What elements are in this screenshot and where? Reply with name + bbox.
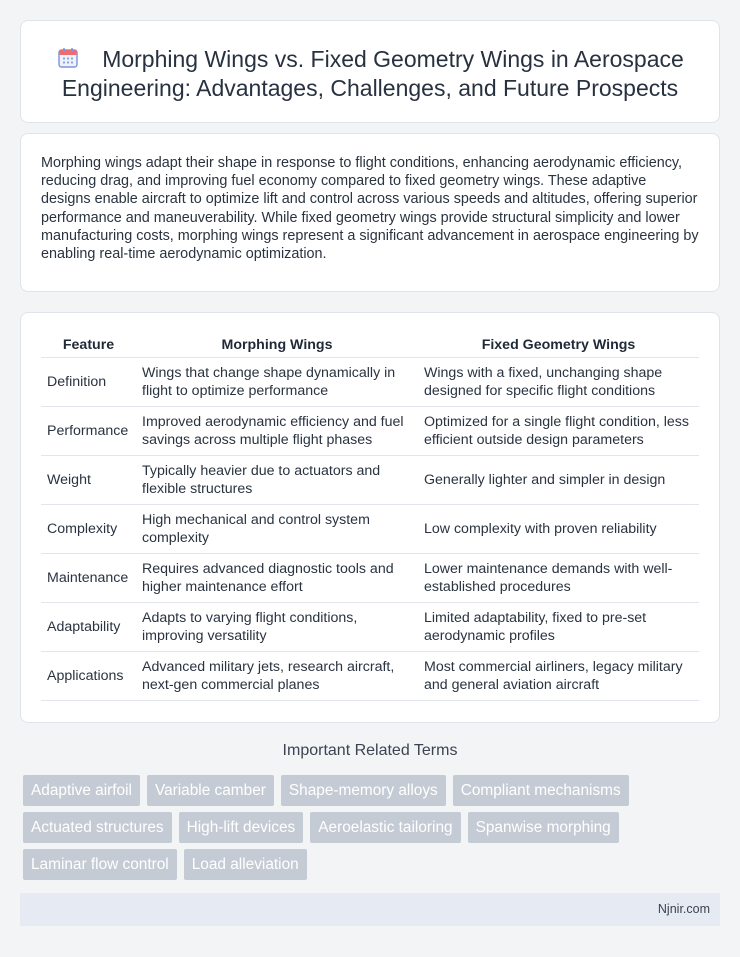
- tag-compliant-mechanisms[interactable]: Compliant mechanisms: [453, 775, 629, 806]
- table-row: [41, 455, 699, 504]
- table-row: [41, 553, 699, 602]
- row-feature: Adaptability: [41, 602, 136, 651]
- row-feature: Weight: [41, 455, 136, 504]
- row-morphing: Typically heavier due to actuators and flexible structures: [136, 455, 418, 504]
- table-row: [41, 504, 699, 553]
- comparison-table-card: [20, 312, 720, 723]
- row-fixed: Limited adaptability, fixed to pre-set aerodynamic profiles: [418, 602, 699, 651]
- related-terms-tags: [23, 775, 723, 886]
- row-morphing: Improved aerodynamic efficiency and fuel savings across multiple flight phases: [136, 406, 418, 455]
- footer: [20, 893, 720, 926]
- tag-variable-camber[interactable]: Variable camber: [147, 775, 274, 806]
- intro-card: [20, 133, 720, 292]
- table-row: [41, 651, 699, 700]
- row-feature: Complexity: [41, 504, 136, 553]
- tag-high-lift-devices[interactable]: High-lift devices: [179, 812, 304, 843]
- title-card: [20, 20, 720, 123]
- row-feature: Performance: [41, 406, 136, 455]
- table-row: [41, 602, 699, 651]
- row-fixed: Optimized for a single flight condition, less efficient outside design parameters: [418, 406, 699, 455]
- row-morphing: Wings that change shape dynamically in flight to optimize performance: [136, 357, 418, 406]
- row-morphing: Requires advanced diagnostic tools and higher maintenance effort: [136, 553, 418, 602]
- intro-paragraph: Morphing wings adapt their shape in response to flight conditions, enhancing aerodynamic efficiency, reducing drag, and improving fuel economy compared to fixed geometry wings. These adaptive designs enable aircraft to optimize lift and control across various speeds and altitudes, offering superior performance and maneuverability. While fixed geometry wings provide structural simplicity and lower manufacturing costs, morphing wings represent a significant advancement in aerospace engineering by enabling real-time aerodynamic optimization.: [41, 155, 699, 263]
- table-header-row: [41, 333, 699, 357]
- comparison-table: [41, 333, 699, 701]
- row-fixed: Low complexity with proven reliability: [418, 504, 699, 553]
- row-morphing: High mechanical and control system complexity: [136, 504, 418, 553]
- row-feature: Applications: [41, 651, 136, 700]
- header-feature: Feature: [41, 333, 136, 357]
- row-morphing: Advanced military jets, research aircraft, next-gen commercial planes: [136, 651, 418, 700]
- tag-spanwise-morphing[interactable]: Spanwise morphing: [468, 812, 619, 843]
- row-fixed: Generally lighter and simpler in design: [418, 455, 699, 504]
- page-title-text: Morphing Wings vs. Fixed Geometry Wings in Aerospace Engineering: Advantages, Challenges, and Future Prospects: [61, 46, 684, 101]
- row-fixed: Wings with a fixed, unchanging shape designed for specific flight conditions: [418, 357, 699, 406]
- related-terms-title: Important Related Terms: [282, 742, 458, 759]
- calendar-icon: [56, 46, 80, 70]
- row-feature: Definition: [41, 357, 136, 406]
- tag-load-alleviation[interactable]: Load alleviation: [184, 849, 307, 880]
- table-row: [41, 406, 699, 455]
- page-title: [45, 45, 695, 103]
- tag-shape-memory-alloys[interactable]: Shape-memory alloys: [281, 775, 446, 806]
- tag-aeroelastic-tailoring[interactable]: Aeroelastic tailoring: [310, 812, 460, 843]
- table-row: [41, 357, 699, 406]
- tag-adaptive-airfoil[interactable]: Adaptive airfoil: [23, 775, 140, 806]
- header-morphing-wings: Morphing Wings: [136, 333, 418, 357]
- row-morphing: Adapts to varying flight conditions, improving versatility: [136, 602, 418, 651]
- footer-site-name[interactable]: Njnir.com: [657, 902, 710, 916]
- tag-laminar-flow-control[interactable]: Laminar flow control: [23, 849, 177, 880]
- row-fixed: Lower maintenance demands with well-established procedures: [418, 553, 699, 602]
- row-feature: Maintenance: [41, 553, 136, 602]
- tag-actuated-structures[interactable]: Actuated structures: [23, 812, 172, 843]
- row-fixed: Most commercial airliners, legacy military and general aviation aircraft: [418, 651, 699, 700]
- related-terms-section: [0, 742, 740, 873]
- header-fixed-geometry-wings: Fixed Geometry Wings: [418, 333, 699, 357]
